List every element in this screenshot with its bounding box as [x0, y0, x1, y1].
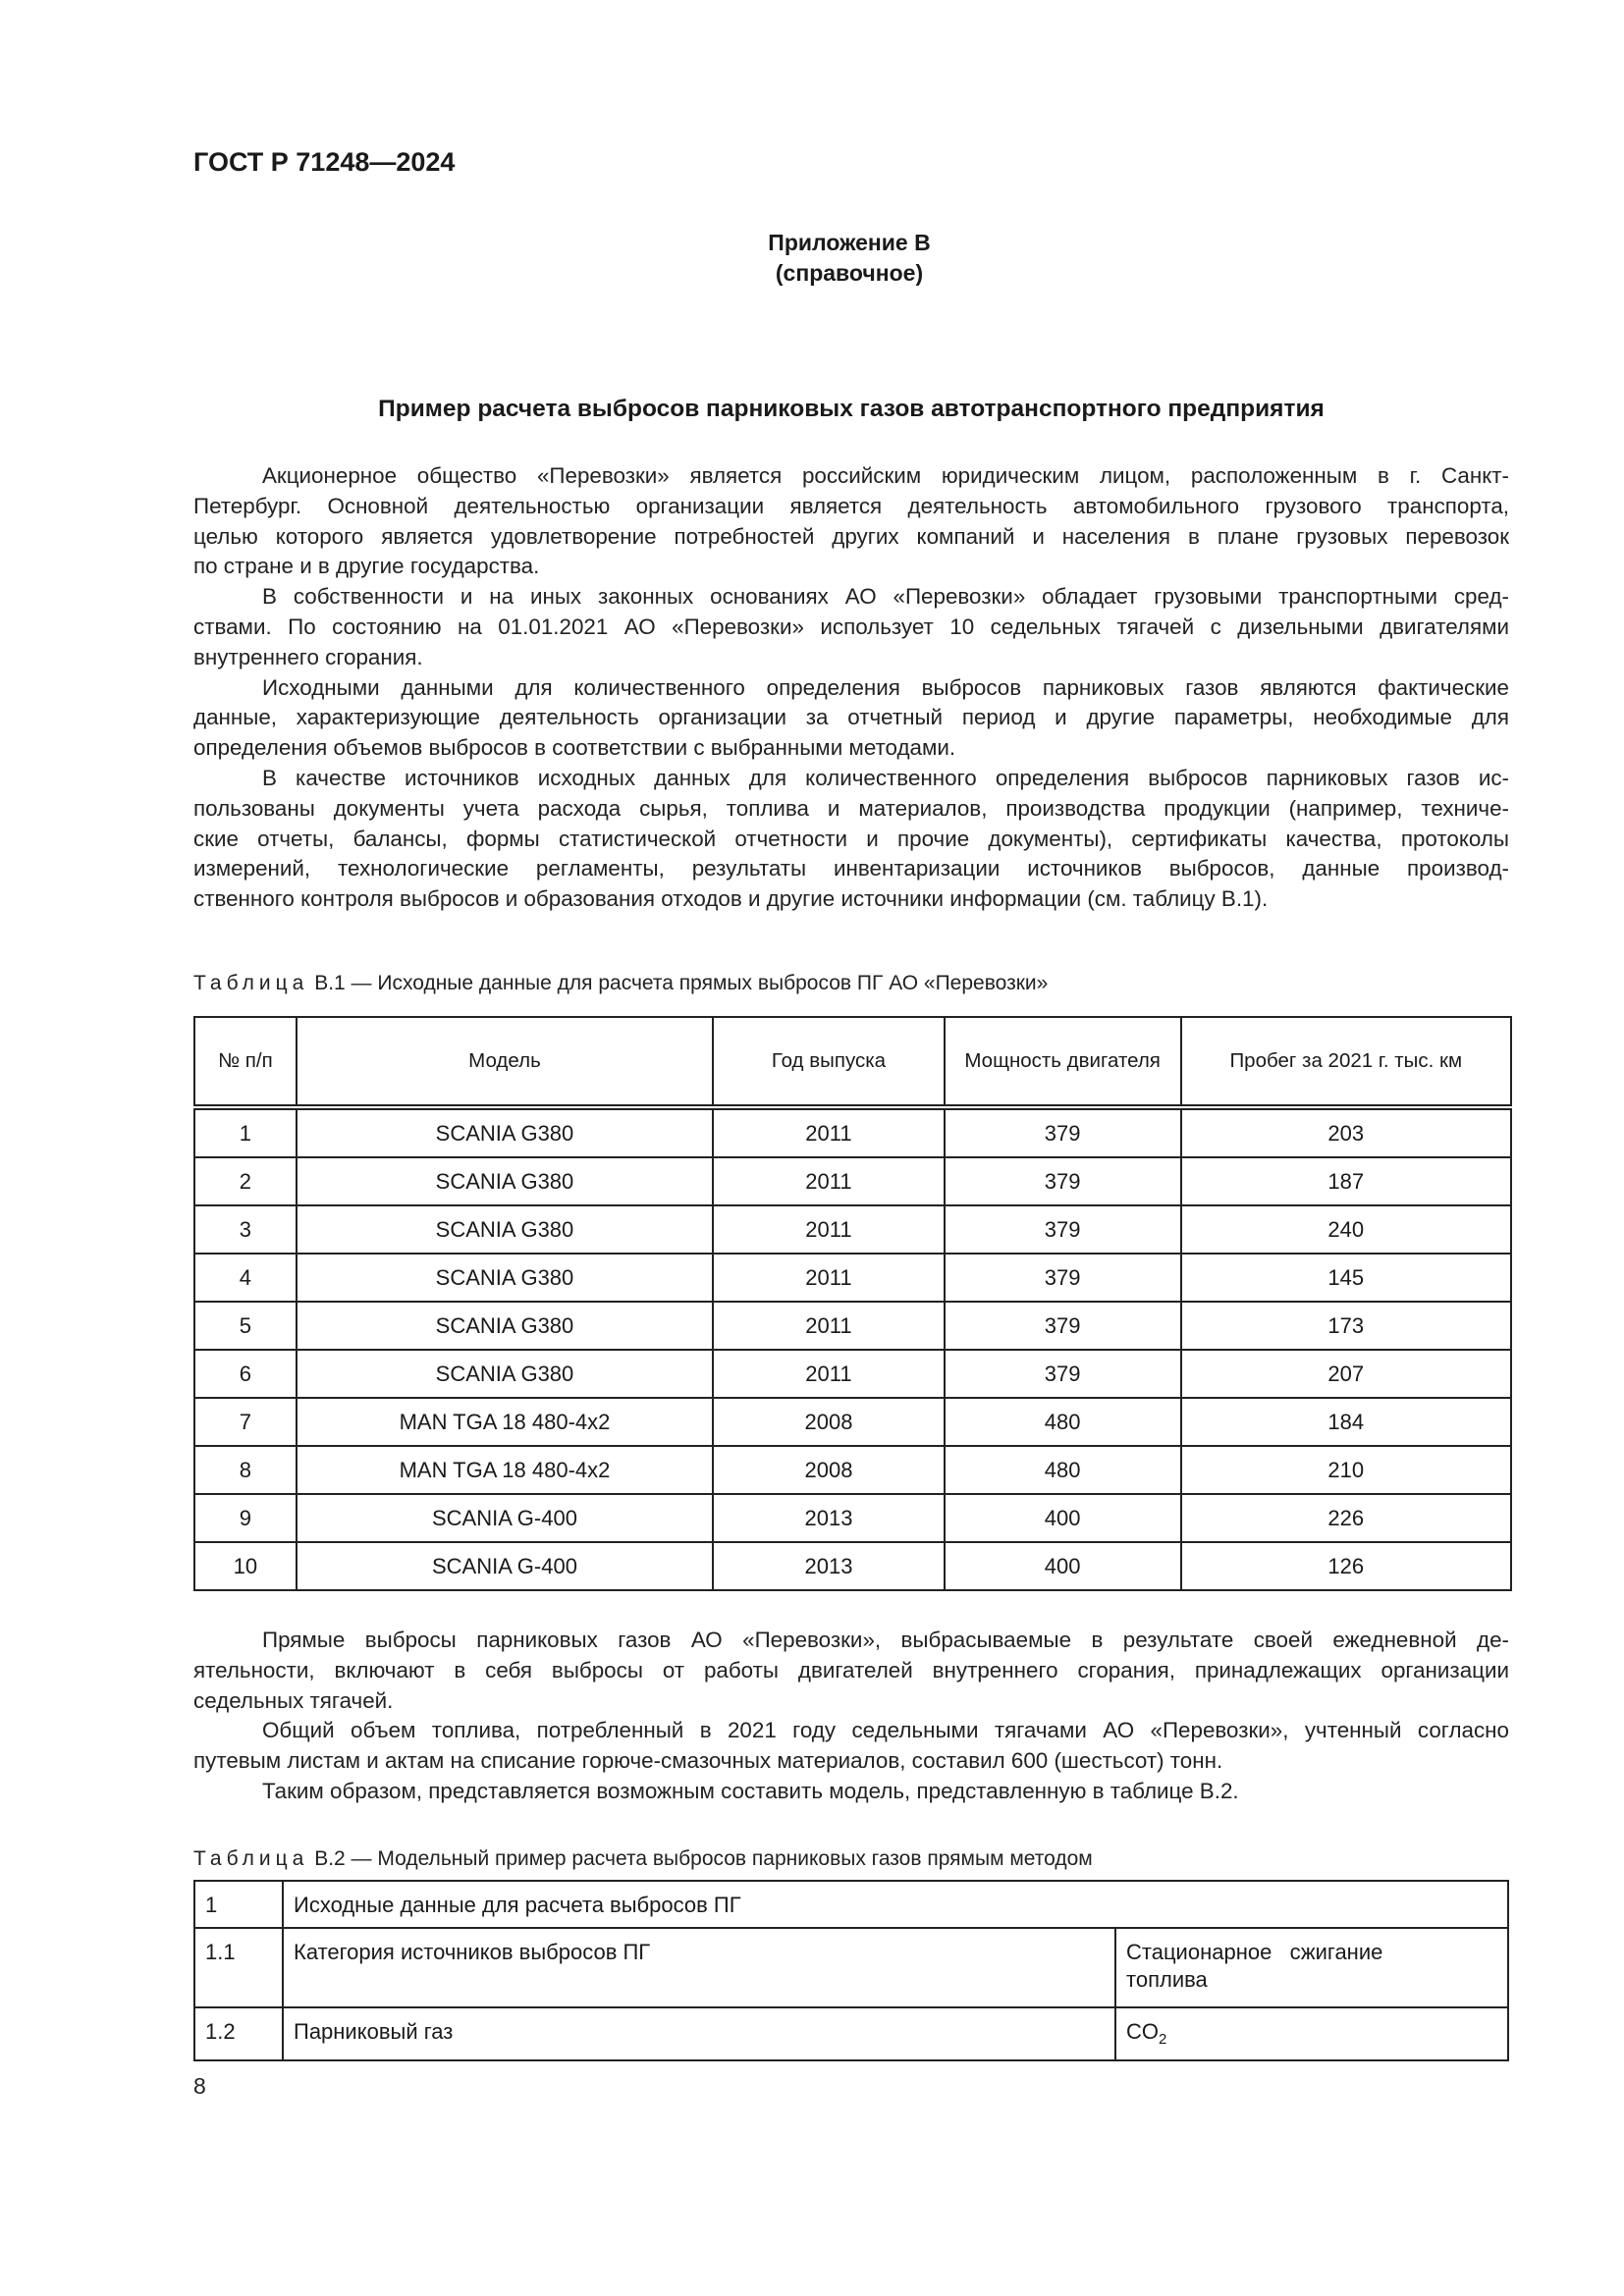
cell-year: 2011: [713, 1350, 945, 1398]
cell-power: 379: [945, 1350, 1181, 1398]
cell-number: 8: [194, 1446, 297, 1494]
intro-text: [193, 461, 1509, 915]
paragraph-line: Исходными данными для количественного определения выбросов парниковых газов являются фактические: [262, 674, 1509, 700]
table-row: [194, 2007, 1508, 2060]
paragraph-line: Прямые выбросы парниковых газов АО «Перевозки», выбрасываемые в результате своей ежедневной де-: [262, 1628, 1509, 1652]
cell-year: 2008: [713, 1398, 945, 1446]
appendix-heading: [0, 228, 1624, 289]
cell-mileage: 173: [1181, 1302, 1512, 1350]
cell-number: 2: [194, 1157, 297, 1205]
table1-caption-prefix: Таблица: [193, 972, 309, 994]
cell-power: 400: [945, 1494, 1181, 1542]
cell-model: MAN TGA 18 480-4x2: [297, 1446, 713, 1494]
cell-model: SCANIA G380: [297, 1302, 713, 1350]
cell-mileage: 126: [1181, 1542, 1512, 1590]
table2-model-example: [193, 1880, 1509, 2061]
cell-power: 379: [945, 1157, 1181, 1205]
table-row: [194, 1254, 1511, 1302]
cell-year: 2011: [713, 1254, 945, 1302]
cell-model: SCANIA G380: [297, 1254, 713, 1302]
cell-number: 1.1: [194, 1928, 283, 2007]
cell-number: 9: [194, 1494, 297, 1542]
paragraph-line: Таким образом, представляется возможным составить модель, представленную в таблице В.2.: [262, 1778, 1239, 1803]
paragraph-line: ские отчеты, балансы, формы статистической отчетности и прочие документы), сертификаты качества, протоколы: [193, 826, 1509, 851]
cell-year: 2013: [713, 1494, 945, 1542]
cell-year: 2011: [713, 1205, 945, 1254]
cell-model: SCANIA G380: [297, 1107, 713, 1157]
cell-model: SCANIA G380: [297, 1205, 713, 1254]
cell-model: MAN TGA 18 480-4x2: [297, 1398, 713, 1446]
paragraph-line: определения объемов выбросов в соответствии с выбранными методами.: [193, 735, 956, 761]
cell-model: SCANIA G-400: [297, 1494, 713, 1542]
paragraph-line: целью которого является удовлетворение потребностей других компаний и населения в плане грузовых перевозок: [193, 523, 1509, 549]
paragraph-line: внутреннего сгорания.: [193, 644, 423, 669]
cell-power: 480: [945, 1398, 1181, 1446]
column-header-year: Год выпуска: [713, 1017, 945, 1107]
paragraph-line: ствами. По состоянию на 01.01.2021 АО «Перевозки» использует 10 седельных тягачей с дизельными двигателями: [193, 614, 1509, 639]
table-row: [194, 1157, 1511, 1205]
cell-year: 2013: [713, 1542, 945, 1590]
table2-caption: [193, 1847, 1093, 1871]
cell-mileage: 207: [1181, 1350, 1512, 1398]
paragraph-line: ятельности, включают в себя выбросы от работы двигателей внутреннего сгорания, принадлежащих организации: [193, 1657, 1509, 1682]
table-row: [194, 1398, 1511, 1446]
document-code: ГОСТ Р 71248—2024: [193, 147, 456, 177]
page-number: 8: [193, 2073, 206, 2099]
paragraph-line: путевым листам и актам на списание горюче-смазочных материалов, составил 600 (шестьсот) тонн.: [193, 1748, 1223, 1774]
paragraph-line: измерений, технологические регламенты, результаты инвентаризации источников выбросов, данные производ-: [193, 856, 1509, 881]
table-row: [194, 1446, 1511, 1494]
table-row: [194, 1107, 1511, 1157]
table-row: [194, 1205, 1511, 1254]
paragraph-line: по стране и в другие государства.: [193, 554, 540, 579]
cell-model: SCANIA G380: [297, 1350, 713, 1398]
cell-power: 379: [945, 1302, 1181, 1350]
paragraph-line: В собственности и на иных законных основаниях АО «Перевозки» обладает грузовыми транспортными сред-: [262, 584, 1509, 610]
cell-label: Исходные данные для расчета выбросов ПГ: [283, 1881, 1508, 1928]
cell-number: 7: [194, 1398, 297, 1446]
section-title: Пример расчета выбросов парниковых газов автотранспортного предприятия: [378, 396, 1325, 422]
cell-number: 1.2: [194, 2007, 283, 2060]
cell-number: 4: [194, 1254, 297, 1302]
cell-mileage: 240: [1181, 1205, 1512, 1254]
table1-header-row: [194, 1017, 1511, 1107]
cell-value-line: топлива: [1126, 1967, 1208, 1992]
cell-number: 3: [194, 1205, 297, 1254]
table1-caption: [193, 972, 1048, 995]
cell-model: SCANIA G380: [297, 1157, 713, 1205]
column-header-power: Мощность двигателя: [945, 1017, 1181, 1107]
chemical-subscript: 2: [1159, 2031, 1167, 2048]
cell-year: 2011: [713, 1302, 945, 1350]
table-row: [194, 1302, 1511, 1350]
cell-value-line: Стационарное сжигание: [1126, 1940, 1383, 1964]
cell-year: 2011: [713, 1157, 945, 1205]
appendix-title: Приложение В: [768, 230, 931, 255]
cell-label: Парниковый газ: [283, 2007, 1115, 2060]
cell-label: Категория источников выбросов ПГ: [283, 1928, 1115, 2007]
after-table-text: [193, 1626, 1509, 1807]
column-header-number: № п/п: [194, 1017, 297, 1107]
cell-mileage: 145: [1181, 1254, 1512, 1302]
cell-mileage: 184: [1181, 1398, 1512, 1446]
cell-value: [1115, 2007, 1508, 2060]
paragraph-line: Общий объем топлива, потребленный в 2021 году седельными тягачами АО «Перевозки», учтенный согласно: [262, 1718, 1509, 1743]
cell-number: 1: [194, 1107, 297, 1157]
table-row: [194, 1928, 1508, 2007]
cell-value: [1115, 1928, 1508, 2007]
cell-number: 5: [194, 1302, 297, 1350]
cell-power: 379: [945, 1205, 1181, 1254]
paragraph-line: пользованы документы учета расхода сырья, топлива и материалов, производства продукции (например, техниче-: [193, 795, 1509, 821]
cell-power: 480: [945, 1446, 1181, 1494]
table-row: [194, 1881, 1508, 1928]
paragraph-line: Петербург. Основной деятельностью организации является деятельность автомобильного грузового транспорта,: [193, 493, 1509, 518]
column-header-mileage: Пробег за 2021 г. тыс. км: [1181, 1017, 1512, 1107]
paragraph-line: седельных тягачей.: [193, 1687, 394, 1713]
table1-initial-data: [193, 1016, 1512, 1591]
table-row: [194, 1350, 1511, 1398]
cell-mileage: 210: [1181, 1446, 1512, 1494]
column-header-model: Модель: [297, 1017, 713, 1107]
cell-number: 10: [194, 1542, 297, 1590]
cell-year: 2008: [713, 1446, 945, 1494]
paragraph-line: ственного контроля выбросов и образования отходов и другие источники информации (см. таблицу В.1).: [193, 886, 1269, 912]
cell-mileage: 226: [1181, 1494, 1512, 1542]
table2-caption-prefix: Таблица: [193, 1847, 309, 1870]
paragraph-line: данные, характеризующие деятельность организации за отчетный период и другие параметры, необходимые для: [193, 705, 1509, 730]
cell-number: 6: [194, 1350, 297, 1398]
paragraph-line: В качестве источников исходных данных для количественного определения выбросов парниковых газов ис-: [262, 765, 1509, 790]
cell-model: SCANIA G-400: [297, 1542, 713, 1590]
table-row: [194, 1542, 1511, 1590]
table2-caption-text: В.2 — Модельный пример расчета выбросов парниковых газов прямым методом: [314, 1847, 1093, 1870]
appendix-subtitle: (справочное): [775, 260, 924, 286]
paragraph-line: Акционерное общество «Перевозки» является российским юридическим лицом, расположенным в г. Санкт-: [262, 463, 1509, 488]
cell-year: 2011: [713, 1107, 945, 1157]
table-row: [194, 1494, 1511, 1542]
chemical-formula: CO: [1126, 2019, 1159, 2044]
cell-power: 379: [945, 1254, 1181, 1302]
cell-power: 379: [945, 1107, 1181, 1157]
cell-mileage: 203: [1181, 1107, 1512, 1157]
cell-power: 400: [945, 1542, 1181, 1590]
cell-mileage: 187: [1181, 1157, 1512, 1205]
table1-caption-text: В.1 — Исходные данные для расчета прямых выбросов ПГ АО «Перевозки»: [314, 972, 1049, 994]
cell-number: 1: [194, 1881, 283, 1928]
